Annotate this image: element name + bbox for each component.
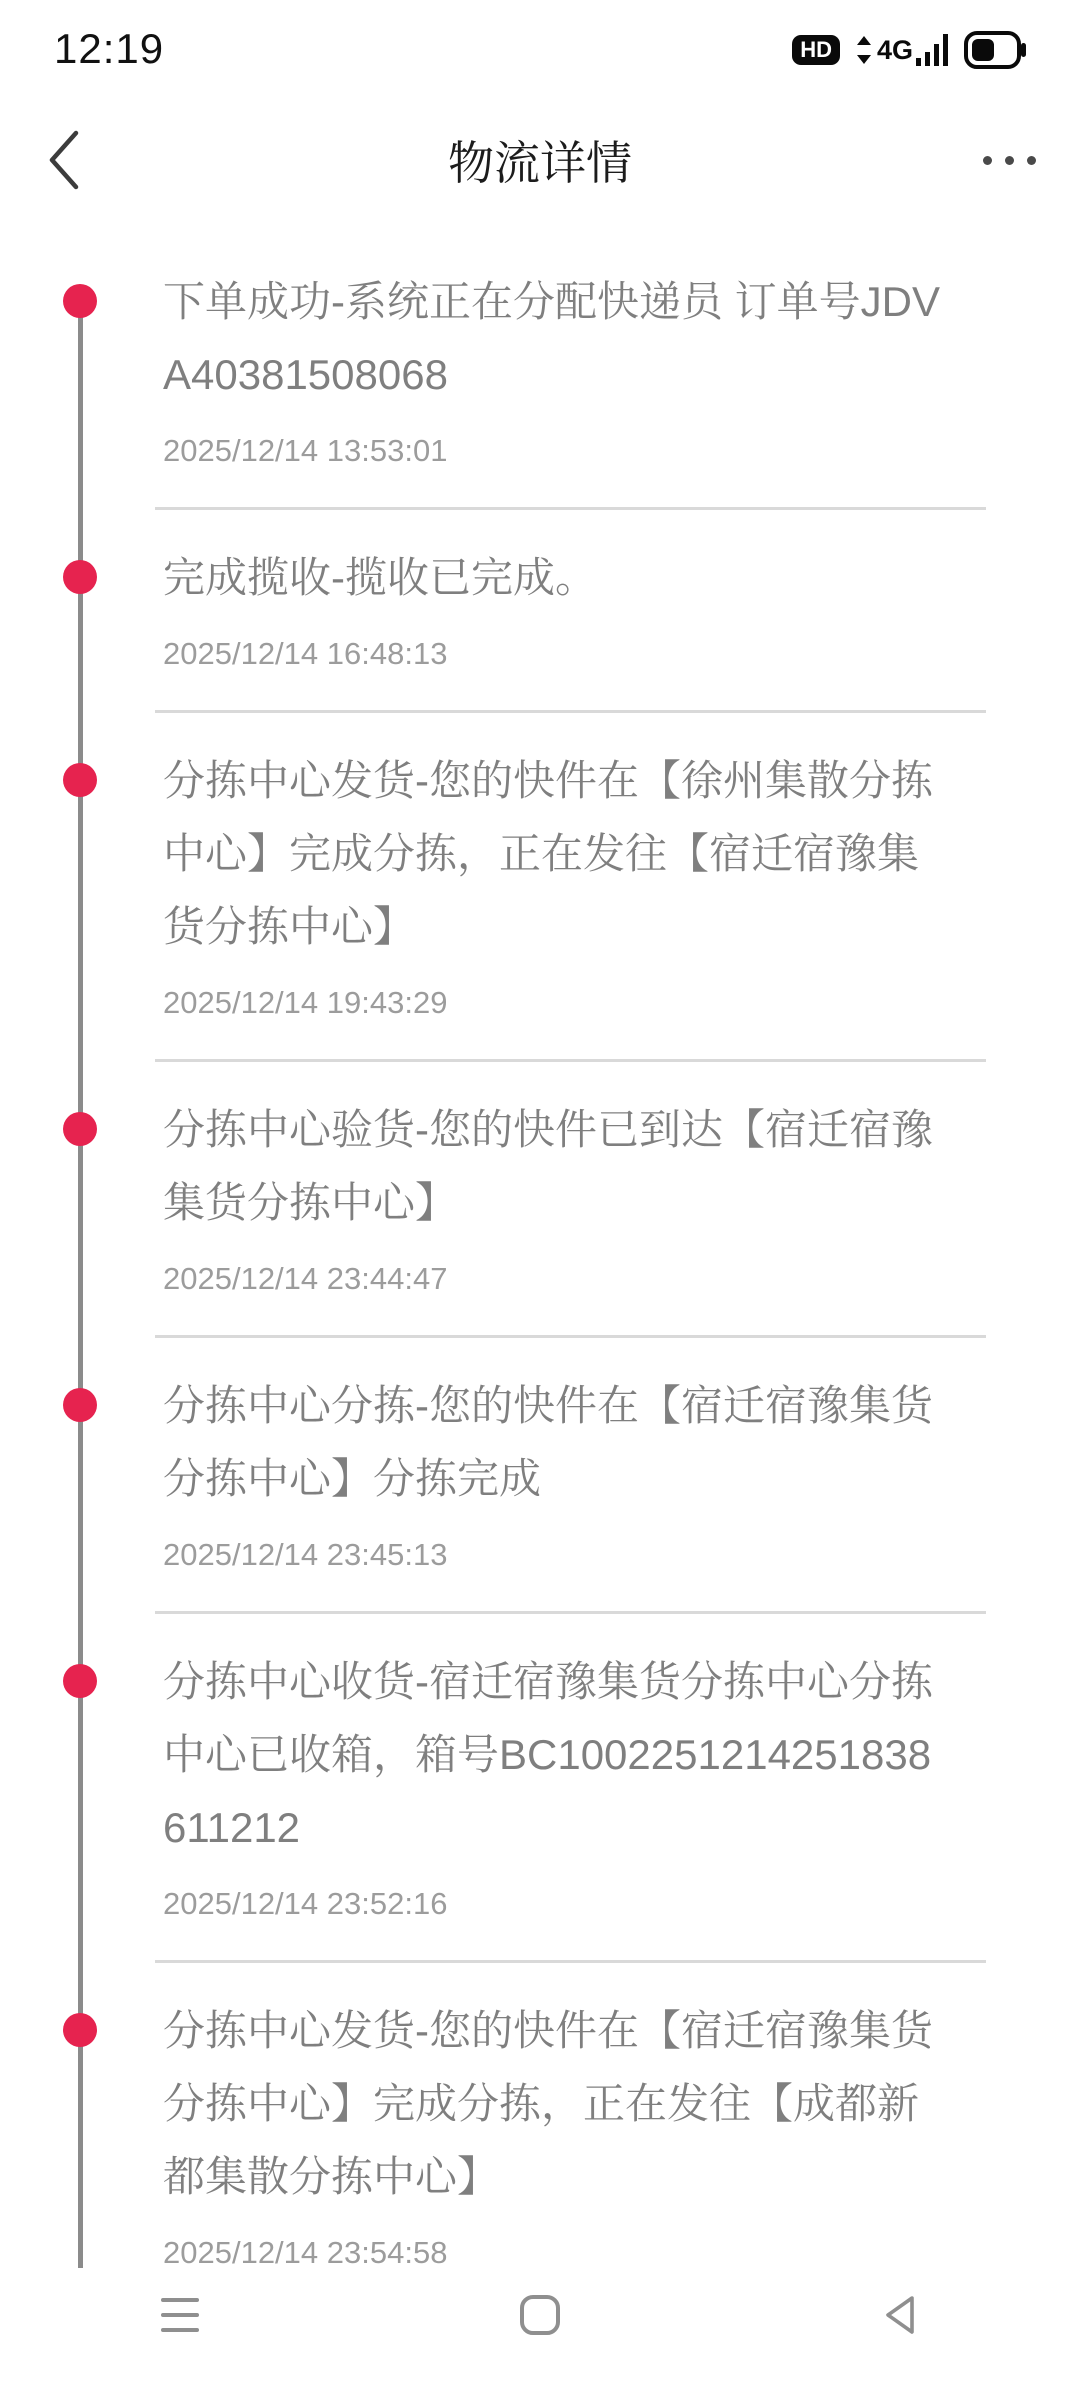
- header: [0, 90, 1080, 230]
- timeline-dot: [63, 1664, 97, 1698]
- entry-text: 分拣中心验货-您的快件已到达【宿迁宿豫集货分拣中心】: [163, 1106, 933, 1226]
- more-options-button[interactable]: [983, 156, 1036, 165]
- entry-timestamp: 2025/12/14 23:44:47: [163, 1261, 448, 1296]
- timeline-entry: [0, 231, 1080, 507]
- chevron-left-icon: [44, 129, 82, 191]
- back-button[interactable]: [44, 129, 82, 191]
- three-dots-icon: [983, 156, 1036, 165]
- timeline-entry: [0, 710, 1080, 1059]
- timeline-dot: [63, 763, 97, 797]
- entry-timestamp: 2025/12/14 23:45:13: [163, 1537, 448, 1572]
- entry-text: 分拣中心发货-您的快件在【徐州集散分拣中心】完成分拣，正在发往【宿迁宿豫集货分拣中心】: [163, 757, 933, 950]
- timeline: [0, 230, 1080, 2309]
- page-title: 物流详情: [448, 137, 632, 189]
- timeline-dot: [63, 560, 97, 594]
- timeline-entry: [0, 1335, 1080, 1611]
- entry-text: 分拣中心分拣-您的快件在【宿迁宿豫集货分拣中心】分拣完成: [163, 1382, 933, 1502]
- timeline-dot: [63, 1112, 97, 1146]
- timeline-entry: [0, 507, 1080, 710]
- network-type-label: 4G: [876, 34, 913, 65]
- entry-timestamp: 2025/12/14 23:54:58: [163, 2235, 448, 2270]
- timeline-entry: [0, 1611, 1080, 1960]
- entry-timestamp: 2025/12/14 13:53:01: [163, 433, 448, 468]
- entry-timestamp: 2025/12/14 16:48:13: [163, 636, 448, 671]
- timeline-entries: [0, 231, 1080, 2309]
- mobile-network-icon: [854, 30, 950, 70]
- status-time: 12:19: [54, 25, 165, 72]
- signal-strength-icon: [916, 30, 950, 70]
- status-bar: [0, 0, 1080, 90]
- status-icons: [792, 30, 1026, 70]
- data-arrows-icon: [854, 30, 874, 70]
- entry-text: 下单成功-系统正在分配快递员 订单号JDVA40381508068: [163, 278, 941, 398]
- entry-text: 完成揽收-揽收已完成。: [163, 554, 597, 601]
- entry-text: 分拣中心发货-您的快件在【宿迁宿豫集货分拣中心】完成分拣，正在发往【成都新都集散分拣中心】: [163, 2007, 933, 2200]
- entry-text: 分拣中心收货-宿迁宿豫集货分拣中心分拣中心已收箱，箱号BC1002251214251838611212: [163, 1658, 933, 1851]
- timeline-dot: [63, 284, 97, 318]
- entry-timestamp: 2025/12/14 23:52:16: [163, 1886, 448, 1921]
- entry-timestamp: 2025/12/14 19:43:29: [163, 985, 448, 1020]
- timeline-entry: [0, 1059, 1080, 1335]
- timeline-entry: [0, 1960, 1080, 2309]
- hd-icon: HD: [792, 35, 840, 65]
- timeline-dot: [63, 2013, 97, 2047]
- timeline-dot: [63, 1388, 97, 1422]
- battery-icon: [964, 30, 1026, 70]
